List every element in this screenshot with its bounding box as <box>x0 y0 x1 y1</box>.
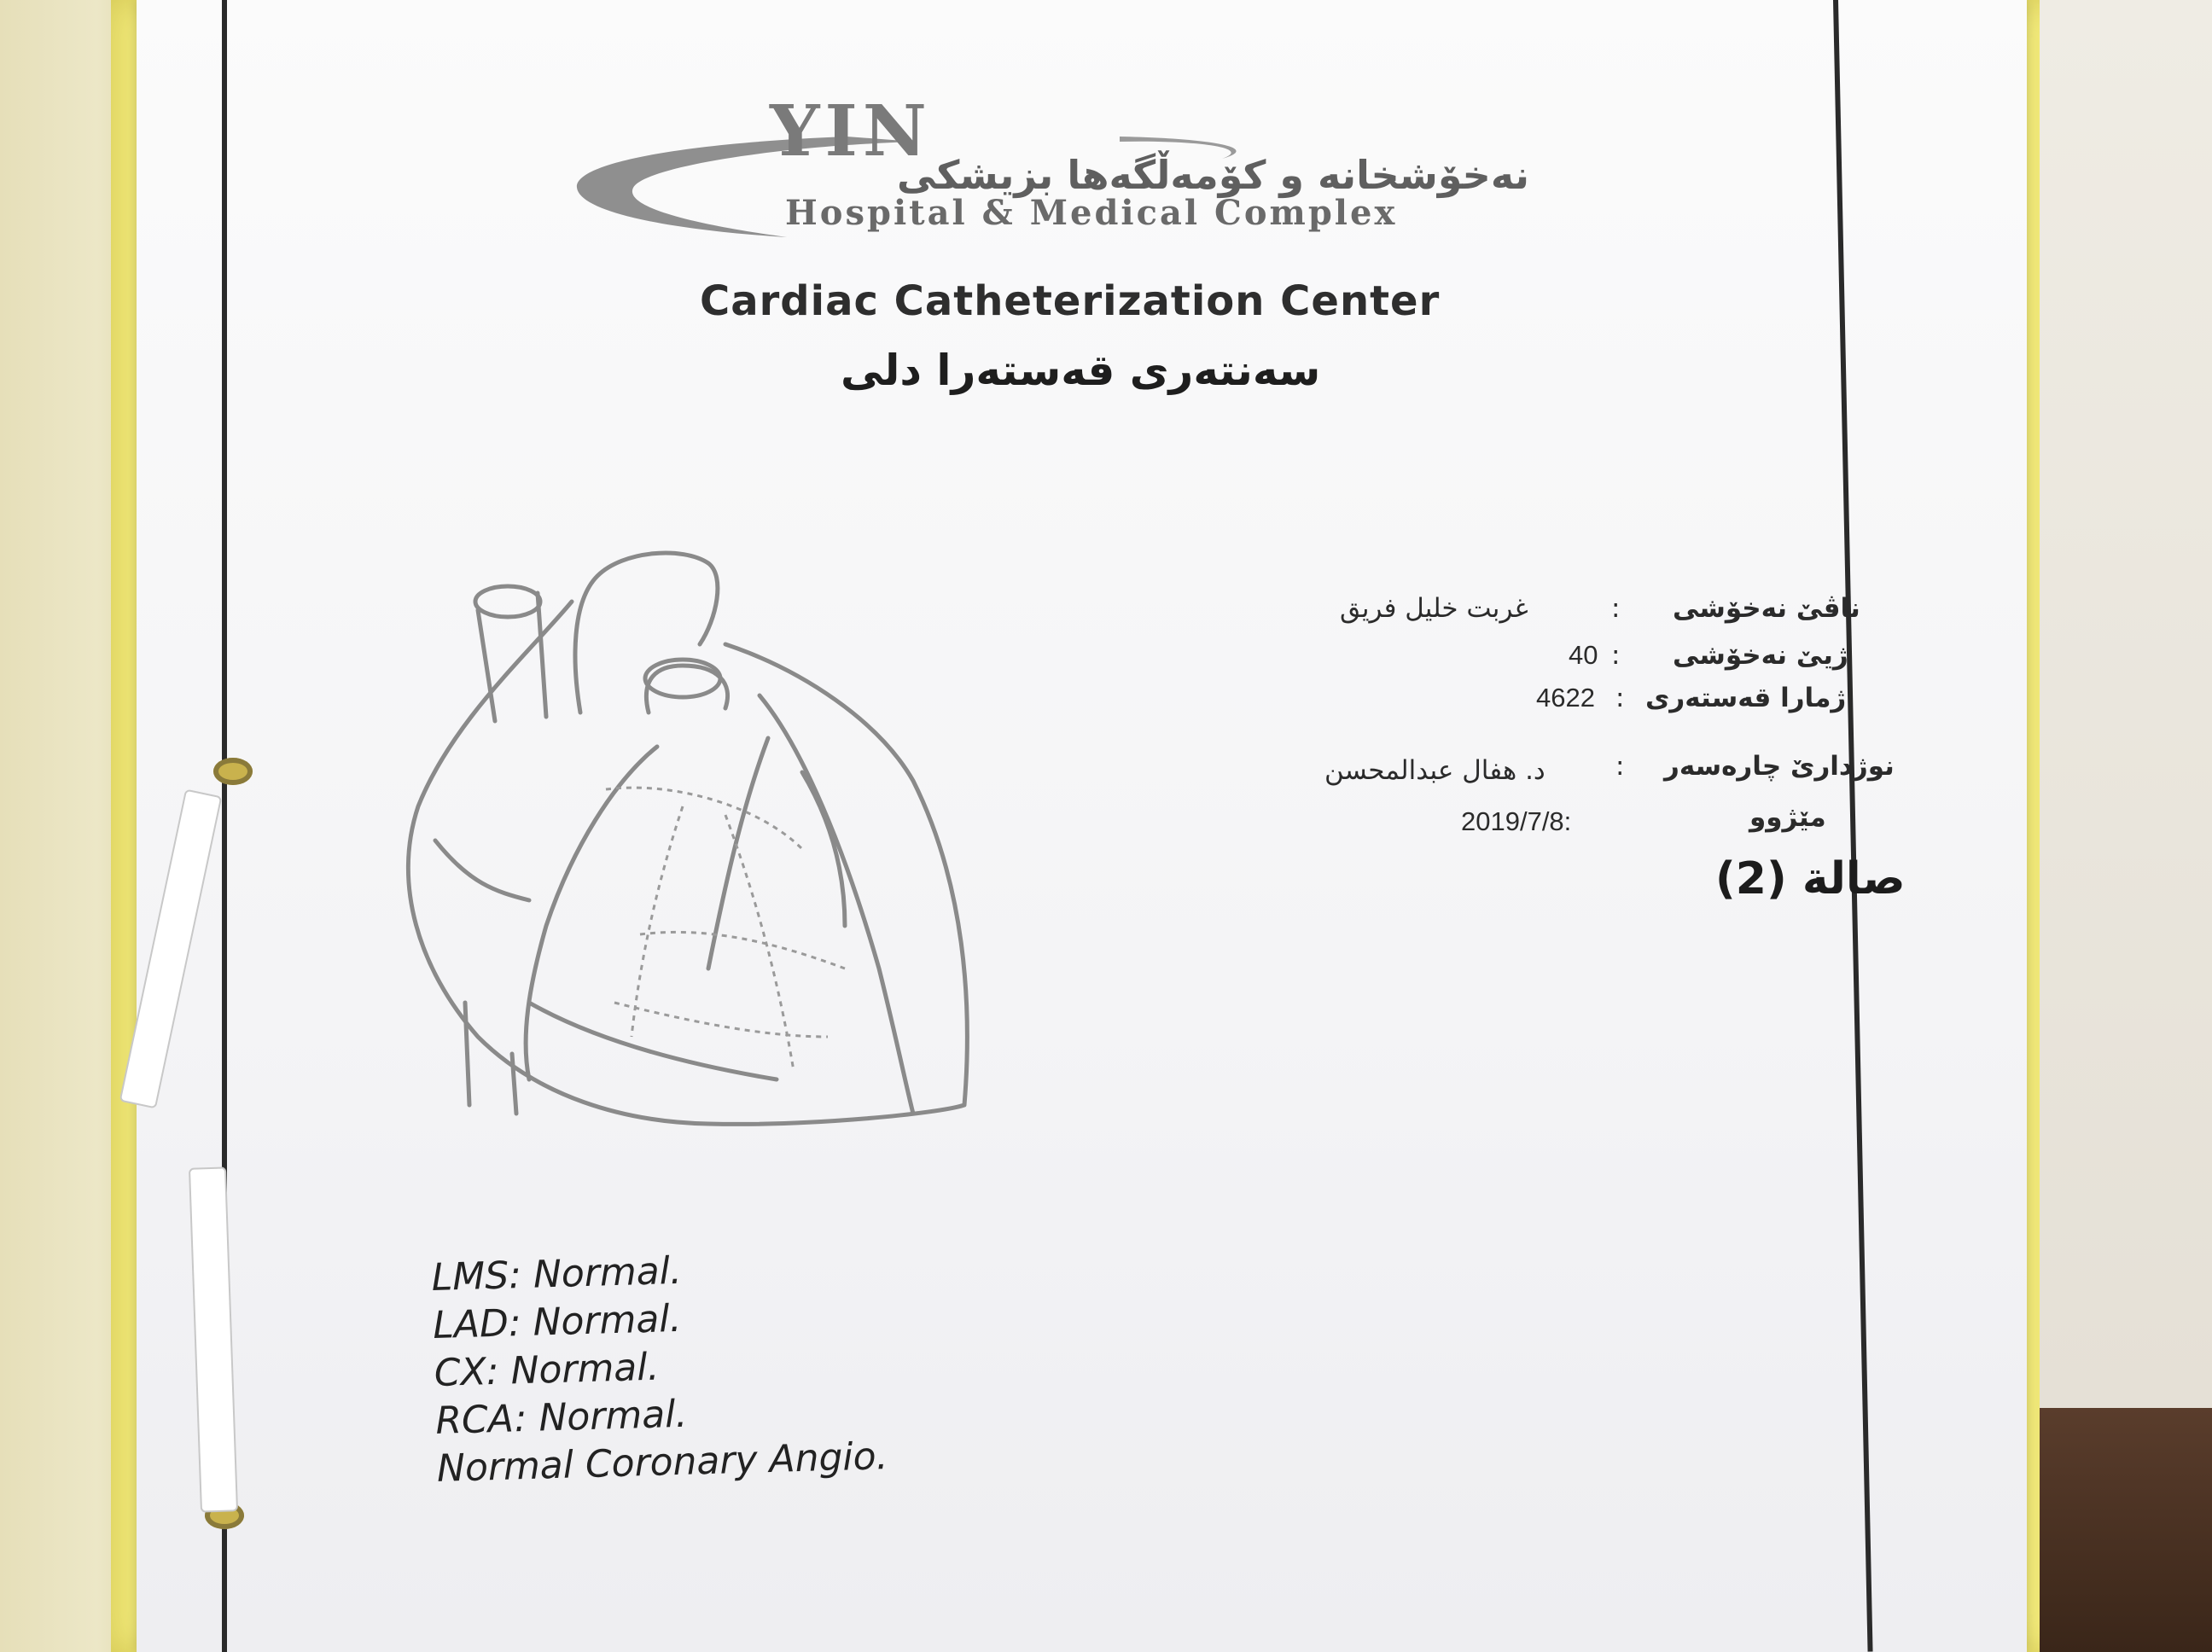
patient-name-label: ناڤێ نەخۆشی <box>1673 593 1860 624</box>
patient-age-label: ژیێ نەخۆشی <box>1673 640 1848 671</box>
cath-number-value: 4622 <box>1536 683 1595 713</box>
doctor-label: نوژدارێ چارەسەر <box>1664 751 1895 782</box>
patient-name-separator: : <box>1611 593 1621 624</box>
desk-edge <box>2040 1408 2212 1652</box>
logo-kurdish-name: نەخۆشخانە و کۆمەڵگەها بزیشکی <box>897 152 1529 198</box>
logo-english-name: Hospital & Medical Complex <box>785 193 1398 233</box>
finding-lms: LMS: Normal. <box>431 1248 683 1300</box>
date-label: مێژوو <box>1749 802 1826 833</box>
heart-diagram-icon <box>401 525 981 1139</box>
doctor-separator: : <box>1615 751 1625 782</box>
patient-name-value: غربت خليل فريق <box>1340 593 1528 624</box>
patient-age-value: 40 <box>1569 640 1598 670</box>
findings-list <box>431 1242 888 1493</box>
center-title-english: Cardiac Catheterization Center <box>700 277 1441 325</box>
finding-cx: CX: Normal. <box>434 1345 661 1395</box>
hall-number: صالة (2) <box>1715 853 1906 905</box>
date-value: 2019/7/8: <box>1461 806 1572 836</box>
cath-number-separator: : <box>1615 683 1625 713</box>
finding-rca: RCA: Normal. <box>434 1392 689 1443</box>
patient-age-separator: : <box>1611 640 1621 671</box>
doctor-value: د. هفال عبدالمحسن <box>1324 755 1545 786</box>
center-title-kurdish: سەنتەری قەستەرا دلی <box>841 346 1321 395</box>
punch-hole-top <box>213 758 253 785</box>
finding-conclusion: Normal Coronary Angio. <box>436 1434 889 1491</box>
desk-surface <box>2040 0 2212 1408</box>
finding-lad: LAD: Normal. <box>432 1296 683 1347</box>
logo-mark: YIN <box>770 102 932 172</box>
hospital-logo <box>573 102 1529 247</box>
cath-number-label: ژمارا قەستەری <box>1645 683 1847 713</box>
